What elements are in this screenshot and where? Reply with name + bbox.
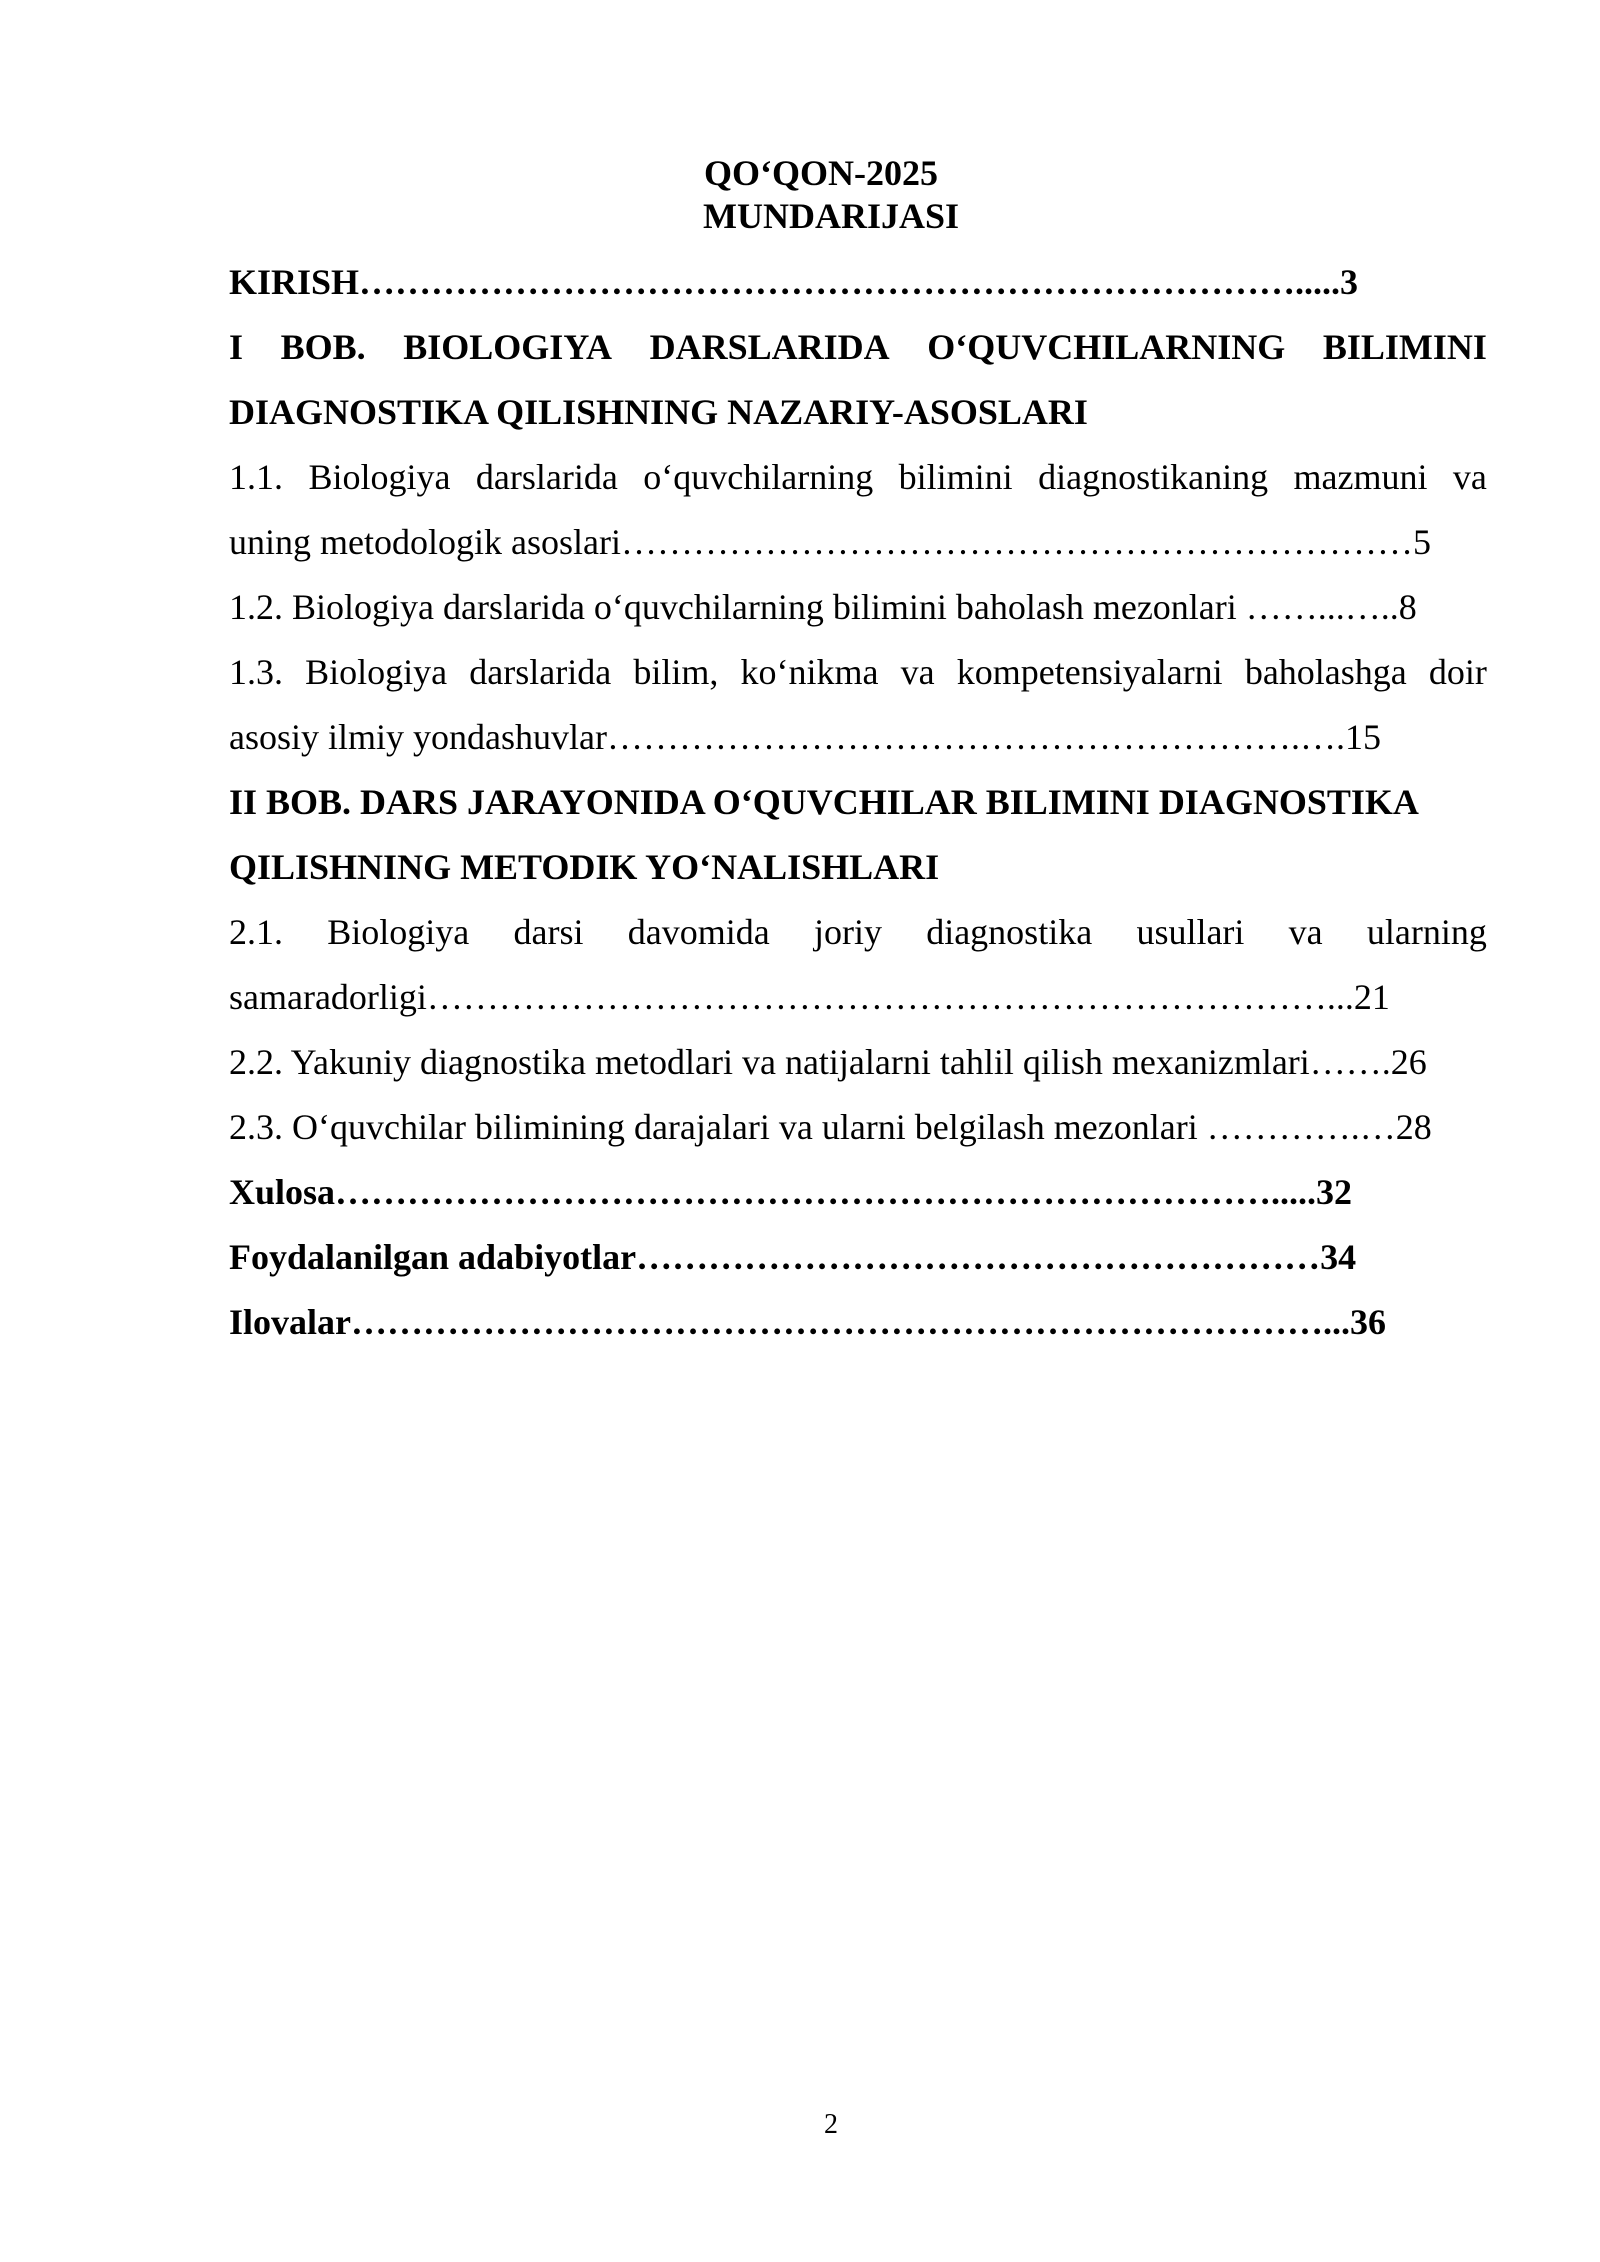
toc-word: BIOLOGIYA xyxy=(403,327,613,367)
toc-entry-chapter1-line2: DIAGNOSTIKA QILISHNING NAZARIY-ASOSLARI xyxy=(229,392,1088,432)
toc-word: bilimini xyxy=(898,457,1013,497)
toc-entry-chapter2-line2: QILISHNING METODIK YO‘NALISHLARI xyxy=(229,847,940,887)
toc-word: Biologiya xyxy=(305,652,448,692)
toc-word: darslarida xyxy=(475,457,618,497)
city-year-heading: QO‘QON-2025 xyxy=(704,153,938,193)
page-number: 2 xyxy=(824,2109,838,2140)
toc-word: bilim, xyxy=(633,652,719,692)
toc-entry-section-1-1-line2: uning metodologik asoslari…………………………………………………………5 xyxy=(229,522,1431,562)
toc-word: va xyxy=(900,652,935,692)
toc-word: BILIMINI xyxy=(1322,327,1487,367)
toc-word: Biologiya xyxy=(327,912,470,952)
toc-word: usullari xyxy=(1136,912,1245,952)
toc-word: 1.1. xyxy=(229,457,283,497)
toc-word: O‘QUVCHILARNING xyxy=(927,327,1286,367)
toc-word: davomida xyxy=(627,912,770,952)
toc-entry-chapter1-line1 xyxy=(229,315,1487,380)
toc-entry-adabiyotlar: Foydalanilgan adabiyotlar…………………………………………………34 xyxy=(229,1237,1357,1277)
toc-entry-section-1-3-line1 xyxy=(229,640,1487,705)
toc-word: 2.1. xyxy=(229,912,283,952)
toc-word: darsi xyxy=(513,912,584,952)
toc-entry-xulosa: Xulosa…………………………………………………………………….....32 xyxy=(229,1172,1353,1212)
toc-word: va xyxy=(1452,457,1487,497)
toc-title: MUNDARIJASI xyxy=(702,196,959,236)
toc-word: va xyxy=(1288,912,1323,952)
toc-entry-section-1-1-line1 xyxy=(229,445,1487,510)
toc-word: darslarida xyxy=(469,652,612,692)
toc-word: DARSLARIDA xyxy=(649,327,890,367)
toc-word: kompetensiyalarni xyxy=(956,652,1223,692)
toc-entry-section-1-3-line2: asosiy ilmiy yondashuvlar………………………………………………….….15 xyxy=(229,717,1381,757)
toc-word: baholashga xyxy=(1244,652,1407,692)
toc-entry-kirish: KIRISH…………………………………………………………………….....3 xyxy=(229,262,1359,302)
toc-entry-section-2-1-line2: samaradorligi…………………………………………………………………...21 xyxy=(229,977,1390,1017)
toc-entry-section-2-3: 2.3. O‘quvchilar bilimining darajalari va ularni belgilash mezonlari ………….…28 xyxy=(229,1107,1432,1147)
toc-word: diagnostika xyxy=(926,912,1093,952)
toc-word: o‘quvchilarning xyxy=(643,457,874,497)
toc-entry-section-1-2: 1.2. Biologiya darslarida o‘quvchilarning bilimini baholash mezonlari ……...…..8 xyxy=(229,587,1417,627)
toc-entry-section-2-2: 2.2. Yakuniy diagnostika metodlari va natijalarni tahlil qilish mexanizmlari…….26 xyxy=(229,1042,1427,1082)
toc-word: diagnostikaning xyxy=(1038,457,1269,497)
toc-word: 1.3. xyxy=(229,652,283,692)
toc-word: Biologiya xyxy=(308,457,451,497)
toc-entry-chapter2-line1: II BOB. DARS JARAYONIDA O‘QUVCHILAR BILIMINI DIAGNOSTIKA xyxy=(229,782,1419,822)
toc-word: I xyxy=(229,327,244,367)
toc-word: ularning xyxy=(1366,912,1487,952)
toc-word: joriy xyxy=(813,912,882,952)
toc-word: doir xyxy=(1428,652,1487,692)
toc-word: mazmuni xyxy=(1293,457,1428,497)
toc-entry-ilovalar: Ilovalar………………………………………………………………………...36 xyxy=(229,1302,1386,1342)
toc-entry-section-2-1-line1 xyxy=(229,900,1487,965)
toc-word: BOB. xyxy=(280,327,366,367)
table-of-contents xyxy=(229,250,1487,1355)
toc-word: ko‘nikma xyxy=(740,652,879,692)
